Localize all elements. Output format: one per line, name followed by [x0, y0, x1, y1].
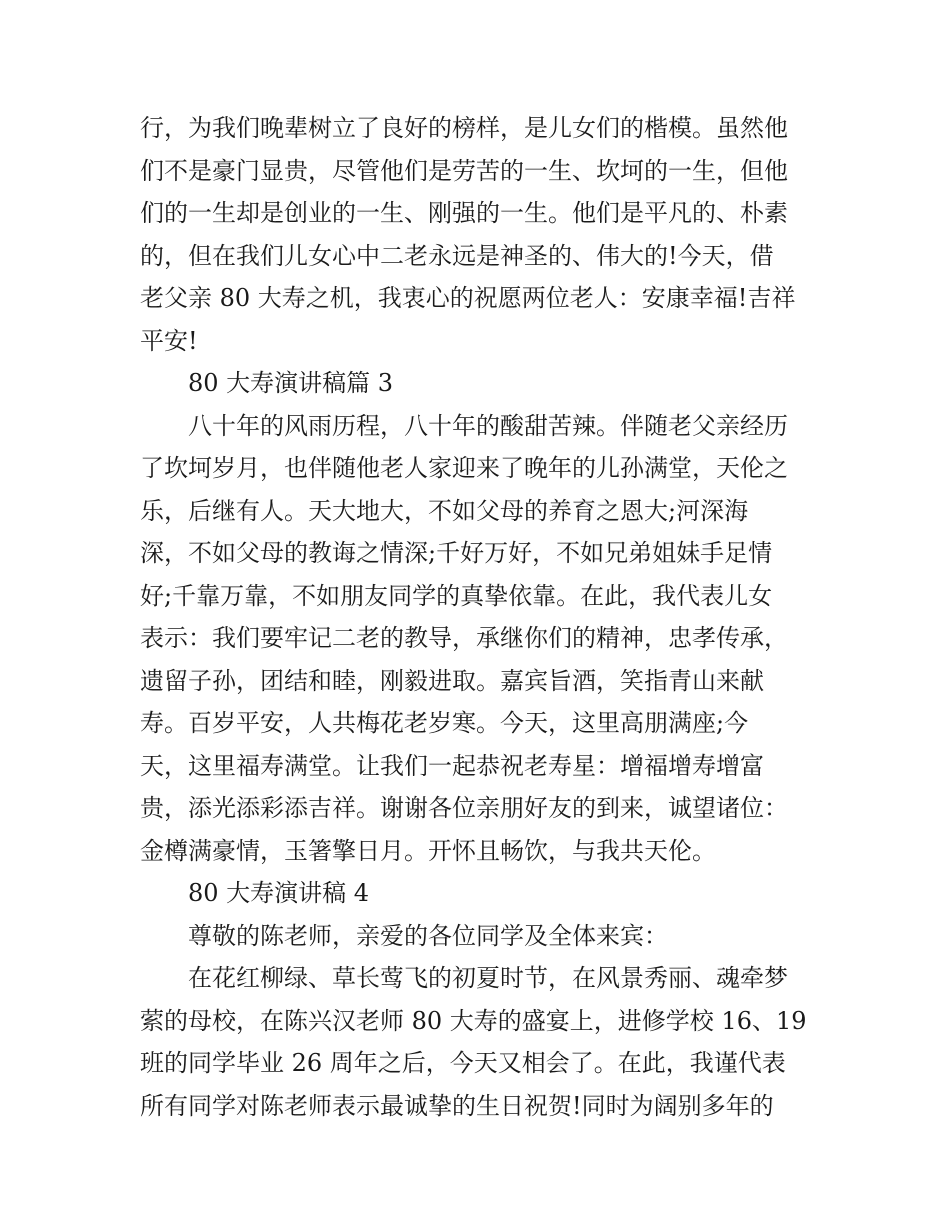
text-line: 好;千靠万靠，不如朋友同学的真挚依靠。在此，我代表儿女 — [140, 581, 773, 610]
section-heading: 80 大寿演讲稿 4 — [188, 879, 370, 907]
text-line: 深，不如父母的教诲之情深;千好万好，不如兄弟姐妹手足情 — [140, 539, 773, 567]
text-line: 乐，后继有人。天大地大，不如父母的养育之恩大;河深海 — [140, 496, 749, 525]
text-line: 遗留子孙，团结和睦，刚毅进取。嘉宾旨酒，笑指青山来献 — [140, 666, 764, 695]
text-line: 在花红柳绿、草长莺飞的初夏时节，在风景秀丽、魂牵梦 — [188, 964, 788, 992]
text-line: 们不是豪门显贵，尽管他们是劳苦的一生、坎坷的一生，但他 — [140, 156, 788, 185]
text-line: 行，为我们晚辈树立了良好的榜样，是儿女们的楷模。虽然他 — [140, 114, 788, 142]
text-line: 天，这里福寿满堂。让我们一起恭祝老寿星：增福增寿增富 — [140, 751, 764, 780]
text-line: 寿。百岁平安，人共梅花老岁寒。今天，这里高朋满座;今 — [140, 709, 749, 737]
text-line: 班的同学毕业 26 周年之后，今天又相会了。在此，我谨代表 — [140, 1049, 786, 1077]
text-line: 们的一生却是创业的一生、刚强的一生。他们是平凡的、朴素 — [140, 199, 788, 227]
salutation-line: 尊敬的陈老师，亲爱的各位同学及全体来宾： — [188, 921, 668, 950]
text-line: 了坎坷岁月，也伴随他老人家迎来了晚年的儿孙满堂，天伦之 — [140, 454, 788, 482]
text-line: 所有同学对陈老师表示最诚挚的生日祝贺!同时为阔别多年的 — [140, 1091, 774, 1120]
text-line: 金樽满豪情，玉箸擎日月。开怀且畅饮，与我共天伦。 — [140, 836, 716, 865]
text-line: 平安! — [140, 326, 198, 355]
text-line: 老父亲 80 大寿之机，我衷心的祝愿两位老人：安康幸福!吉祥 — [140, 284, 796, 312]
document-body — [140, 107, 820, 1127]
text-line: 八十年的风雨历程，八十年的酸甜苦辣。伴随老父亲经历 — [188, 411, 788, 440]
text-line: 的，但在我们儿女心中二老永远是神圣的、伟大的!今天，借 — [140, 241, 774, 270]
text-line: 表示：我们要牢记二老的教导，承继你们的精神，忠孝传承， — [140, 624, 788, 652]
text-line: 贵，添光添彩添吉祥。谢谢各位亲朋好友的到来，诚望诸位： — [140, 794, 788, 822]
section-heading: 80 大寿演讲稿篇 3 — [188, 369, 394, 397]
text-line: 萦的母校，在陈兴汉老师 80 大寿的盛宴上，进修学校 16、19 — [140, 1006, 807, 1035]
